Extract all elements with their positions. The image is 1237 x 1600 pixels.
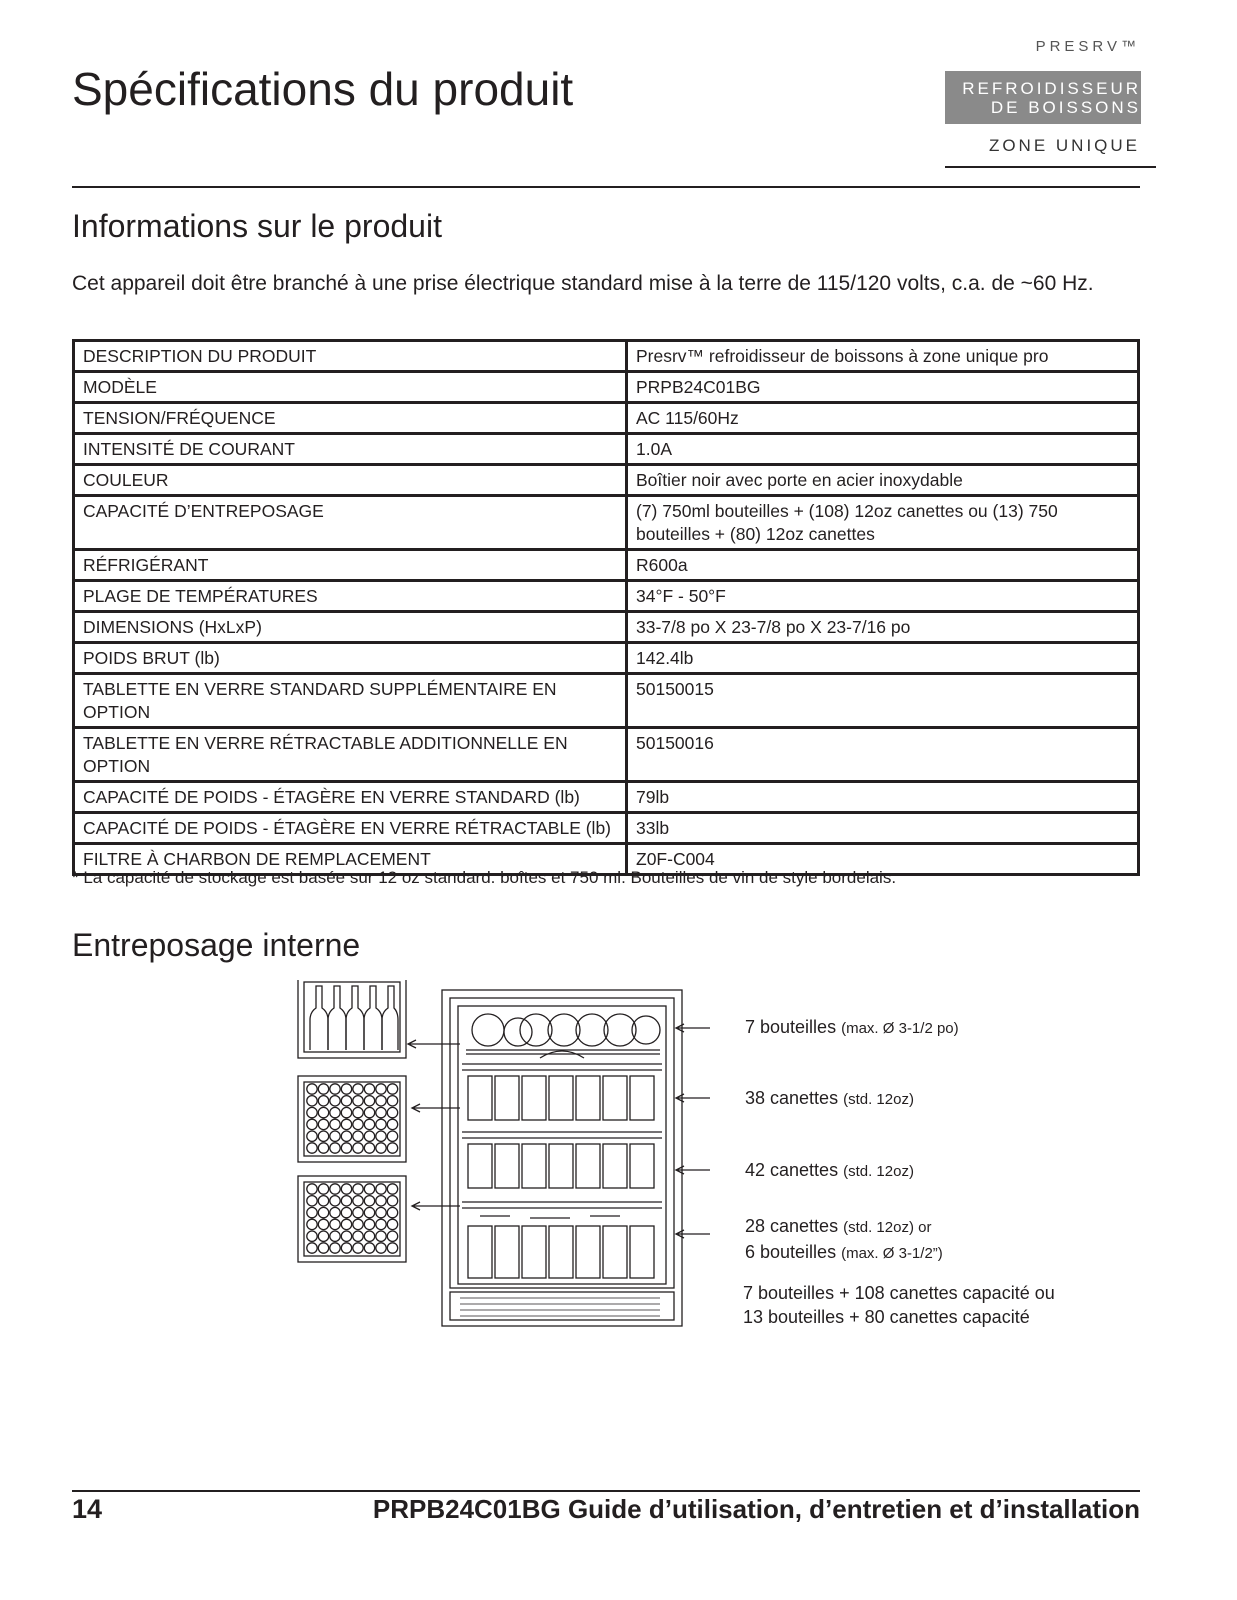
storage-label-5-note: (max. Ø 3-1/2”): [841, 1245, 943, 1262]
zone-divider: [945, 166, 1156, 168]
badge-line-2: DE BOISSONS: [990, 98, 1141, 117]
storage-label-shelf-3: [745, 1158, 914, 1184]
zone-label: ZONE UNIQUE: [988, 136, 1140, 155]
spec-value: Presrv™ refroidisseur de boissons à zone unique pro: [627, 341, 1139, 372]
spec-label: INTENSITÉ DE COURANT: [74, 434, 627, 465]
spec-row: [74, 434, 1139, 465]
storage-label-bottom-shelf: [745, 1214, 943, 1266]
storage-label-3-main: 42 canettes: [745, 1160, 839, 1180]
spec-label: CAPACITÉ DE POIDS - ÉTAGÈRE EN VERRE RÉTRACTABLE (lb): [74, 813, 627, 844]
page-number: 14: [72, 1494, 103, 1524]
storage-heading: Entreposage interne: [72, 927, 361, 963]
spec-label: CAPACITÉ DE POIDS - ÉTAGÈRE EN VERRE STANDARD (lb): [74, 782, 627, 813]
can-shelf-2: [462, 1132, 662, 1188]
storage-label-1-note: (max. Ø 3-1/2 po): [841, 1020, 959, 1037]
can-circles-2: [307, 1184, 398, 1253]
product-info-intro: Cet appareil doit être branché à une prise électrique standard mise à la terre de 115/120 volts, c.a. de ~60 Hz.: [72, 272, 1094, 295]
spec-value: R600a: [627, 550, 1139, 581]
storage-label-2-main: 38 canettes: [745, 1088, 839, 1108]
storage-label-5-main: 6 bouteilles: [745, 1242, 837, 1262]
spec-label: RÉFRIGÉRANT: [74, 550, 627, 581]
spec-row: [74, 643, 1139, 674]
header-divider: [72, 186, 1140, 188]
spec-value: 1.0A: [627, 434, 1139, 465]
spec-label: TENSION/FRÉQUENCE: [74, 403, 627, 434]
category-badge: [945, 71, 1141, 124]
storage-totals: [743, 1281, 1055, 1329]
spec-row: [74, 465, 1139, 496]
storage-total-line-1: 7 bouteilles + 108 canettes capacité ou: [743, 1283, 1055, 1303]
can-shelf-3: [462, 1202, 662, 1278]
spec-table: [72, 339, 1140, 876]
spec-value: AC 115/60Hz: [627, 403, 1139, 434]
cooler-front-view: [442, 990, 682, 1326]
spec-row: [74, 782, 1139, 813]
spec-value: 33-7/8 po X 23-7/8 po X 23-7/16 po: [627, 612, 1139, 643]
spec-row: [74, 550, 1139, 581]
storage-label-top-shelf: [745, 1015, 959, 1041]
spec-row: [74, 813, 1139, 844]
page-title: Spécifications du produit: [72, 63, 574, 115]
spec-row: [74, 674, 1139, 728]
footer-divider: [72, 1490, 1140, 1492]
spec-value: Z0F-C004: [627, 844, 1139, 875]
spec-row: [74, 372, 1139, 403]
brand-name: PRESRV™: [1035, 38, 1140, 55]
spec-label: DESCRIPTION DU PRODUIT: [74, 341, 627, 372]
spec-value: (7) 750ml bouteilles + (108) 12oz canettes ou (13) 750 bouteilles + (80) 12oz canettes: [627, 496, 1139, 550]
spec-row: [74, 341, 1139, 372]
spec-row: [74, 496, 1139, 550]
spec-value: 142.4lb: [627, 643, 1139, 674]
spec-value: PRPB24C01BG: [627, 372, 1139, 403]
can-shelf-1: [462, 1064, 662, 1120]
spec-value: 79lb: [627, 782, 1139, 813]
storage-label-4-note: (std. 12oz) or: [843, 1219, 932, 1236]
base-grille: [450, 1292, 674, 1320]
spec-label: POIDS BRUT (lb): [74, 643, 627, 674]
top-bottle-shelf: [466, 1014, 660, 1058]
spec-value: 33lb: [627, 813, 1139, 844]
spec-label: CAPACITÉ D’ENTREPOSAGE: [74, 496, 627, 550]
spec-label: PLAGE DE TEMPÉRATURES: [74, 581, 627, 612]
storage-label-2-note: (std. 12oz): [843, 1091, 914, 1108]
badge-line-1: REFROIDISSEUR: [962, 79, 1141, 98]
spec-row: [74, 581, 1139, 612]
storage-label-shelf-2: [745, 1086, 914, 1112]
storage-label-1-main: 7 bouteilles: [745, 1017, 837, 1037]
storage-total-line-2: 13 bouteilles + 80 canettes capacité: [743, 1307, 1030, 1327]
spec-value: 50150016: [627, 728, 1139, 782]
storage-label-4-main: 28 canettes: [745, 1216, 839, 1236]
spec-label: TABLETTE EN VERRE STANDARD SUPPLÉMENTAIRE EN OPTION: [74, 674, 627, 728]
storage-footnote: * La capacité de stockage est basée sur 12 oz standard. boîtes et 750 ml. Bouteilles de vin de style bordelais.: [72, 868, 897, 887]
spec-label: MODÈLE: [74, 372, 627, 403]
spec-value: 34°F - 50°F: [627, 581, 1139, 612]
product-info-heading: Informations sur le produit: [72, 208, 442, 244]
can-circles-1: [307, 1084, 398, 1153]
storage-label-3-note: (std. 12oz): [843, 1163, 914, 1180]
spec-label: TABLETTE EN VERRE RÉTRACTABLE ADDITIONNELLE EN OPTION: [74, 728, 627, 782]
cooler-storage-diagram: [290, 980, 710, 1340]
guide-title: PRPB24C01BG Guide d’utilisation, d’entretien et d’installation: [372, 1494, 1140, 1524]
spec-value: 50150015: [627, 674, 1139, 728]
spec-table-body: [74, 341, 1139, 875]
spec-value: Boîtier noir avec porte en acier inoxydable: [627, 465, 1139, 496]
spec-label: COULEUR: [74, 465, 627, 496]
spec-label: FILTRE À CHARBON DE REMPLACEMENT: [74, 844, 627, 875]
bottles-row: [310, 986, 398, 1050]
spec-row: [74, 728, 1139, 782]
spec-label: DIMENSIONS (HxLxP): [74, 612, 627, 643]
spec-row: [74, 612, 1139, 643]
spec-row: [74, 403, 1139, 434]
